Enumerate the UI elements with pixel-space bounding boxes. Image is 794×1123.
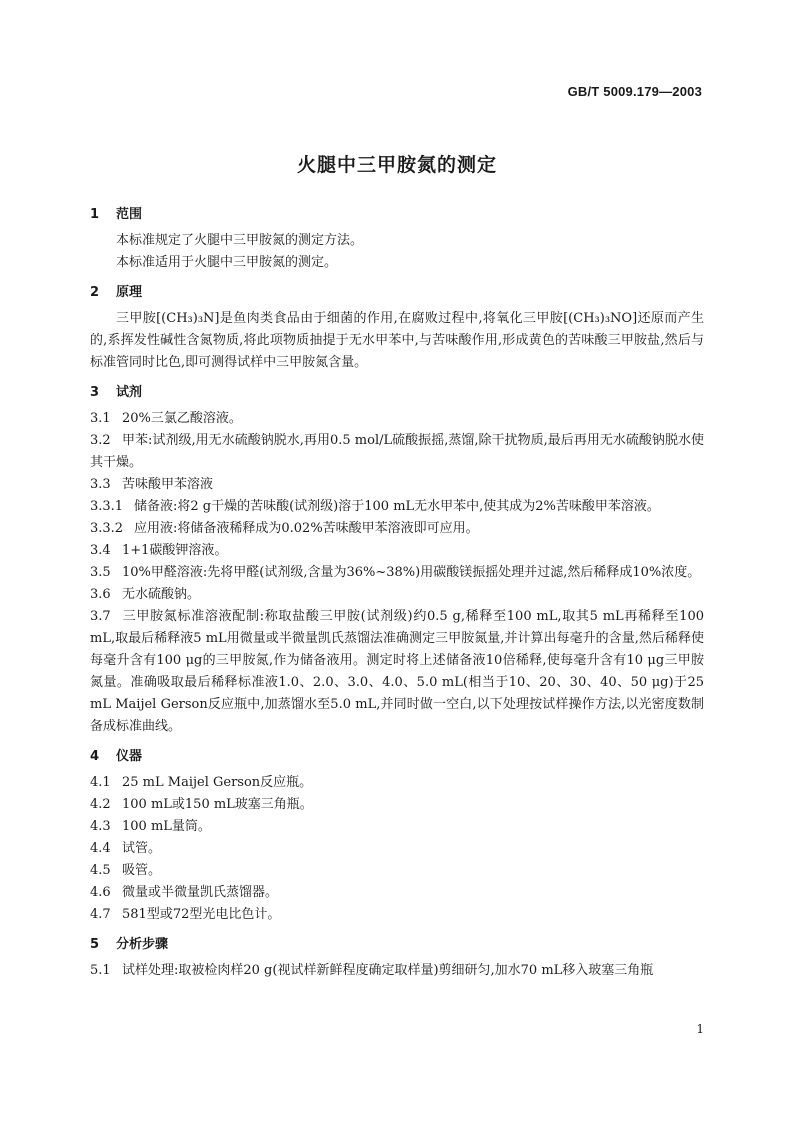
item-number: 3.1 — [90, 411, 111, 426]
section-number: 4 — [90, 749, 100, 764]
item-number: 3.7 — [90, 609, 111, 624]
item-text: 1+1碳酸钾溶液。 — [122, 543, 228, 558]
item-number: 3.5 — [90, 565, 111, 580]
item-text: 应用液:将储备液稀释成为0.02%苦味酸甲苯溶液即可应用。 — [134, 521, 479, 536]
list-item — [90, 960, 704, 982]
section-title: 试剂 — [116, 385, 143, 400]
item-number: 3.2 — [90, 433, 111, 448]
item-number: 5.1 — [90, 963, 111, 978]
section-heading-scope — [90, 204, 704, 226]
section-number: 5 — [90, 937, 100, 952]
section-title: 原理 — [116, 285, 143, 300]
item-text: 储备液:将2 g干燥的苦味酸(试剂级)溶于100 mL无水甲苯中,使其成为2%苦味酸甲苯溶液。 — [134, 499, 660, 514]
list-item — [90, 540, 704, 562]
item-number: 4.4 — [90, 841, 111, 856]
section-title: 仪器 — [116, 749, 143, 764]
section-heading-apparatus — [90, 746, 704, 768]
section-number: 1 — [90, 207, 100, 222]
item-number: 4.2 — [90, 797, 111, 812]
item-number: 4.1 — [90, 775, 111, 790]
list-item — [90, 860, 704, 882]
item-text: 微量或半微量凯氏蒸馏器。 — [122, 885, 279, 900]
list-item — [90, 496, 704, 518]
item-number: 4.3 — [90, 819, 111, 834]
list-item — [90, 518, 704, 540]
standard-code: GB/T 5009.179—2003 — [567, 84, 702, 99]
page-title: 火腿中三甲胺氮的测定 — [296, 154, 497, 176]
list-item — [90, 838, 704, 860]
item-number: 4.6 — [90, 885, 111, 900]
list-item — [90, 430, 704, 474]
item-text: 试样处理:取被检肉样20 g(视试样新鲜程度确定取样量)剪细研匀,加水70 mL移入玻塞三角瓶 — [122, 963, 654, 978]
section-heading-procedure — [90, 934, 704, 956]
paragraph: 本标准适用于火腿中三甲胺氮的测定。 — [116, 255, 338, 270]
item-text: 20%三氯乙酸溶液。 — [122, 411, 242, 426]
item-text: 581型或72型光电比色计。 — [122, 907, 281, 922]
item-text: 苦味酸甲苯溶液 — [122, 477, 214, 492]
item-text: 100 mL或150 mL玻塞三角瓶。 — [122, 797, 313, 812]
section-title: 范围 — [116, 207, 143, 222]
item-number: 4.5 — [90, 863, 111, 878]
item-text: 25 mL Maijel Gerson反应瓶。 — [122, 775, 313, 790]
item-number: 4.7 — [90, 907, 111, 922]
section-heading-principle — [90, 282, 704, 304]
list-item — [90, 562, 704, 584]
item-text: 试管。 — [122, 841, 162, 856]
list-item — [90, 904, 704, 926]
item-number: 3.3.2 — [90, 521, 124, 536]
item-number: 3.6 — [90, 587, 111, 602]
section-title: 分析步骤 — [116, 937, 169, 952]
list-item — [90, 794, 704, 816]
list-item — [90, 474, 704, 496]
list-item — [90, 584, 704, 606]
list-item — [90, 606, 704, 738]
item-text: 三甲胺氮标准溶液配制:称取盐酸三甲胺(试剂级)约0.5 g,稀释至100 mL,取其5 mL再稀释至100 mL,取最后稀释液5 mL用微量或半微量凯氏蒸馏法准确测定三甲胺氮量,并计算出每毫升的含量,然后稀释使每毫升含有100 μg的三甲胺氮,作为储备液用。测定时将上述储备液10倍稀释,使每毫升含有10 μg三甲胺氮量。准确吸取最后稀释标准液1.0、2.0、3.0、4.0、5.0 mL(相当于10、20、30、40、50 μg)于25 mL Maijel Gerson反应瓶中,加蒸馏水至5.0 mL,并同时做一空白,以下处理按试样操作方法,以光密度数制备成标准曲线。 — [90, 609, 704, 734]
item-text: 甲苯:试剂级,用无水硫酸钠脱水,再用0.5 mol/L硫酸振摇,蒸馏,除干扰物质,最后再用无水硫酸钠脱水使其干燥。 — [90, 433, 704, 470]
paragraph: 三甲胺[(CH₃)₃N]是鱼肉类食品由于细菌的作用,在腐败过程中,将氧化三甲胺[(CH₃)₃NO]还原而产生的,系挥发性碱性含氮物质,将此项物质抽提于无水甲苯中,与苦味酸作用,形成黄色的苦味酸三甲胺盐,然后与标准管同时比色,即可测得试样中三甲胺氮含量。 — [90, 311, 704, 370]
section-heading-reagents — [90, 382, 704, 404]
item-text: 吸管。 — [122, 863, 162, 878]
item-number: 3.3 — [90, 477, 111, 492]
item-number: 3.4 — [90, 543, 111, 558]
list-item — [90, 772, 704, 794]
item-number: 3.3.1 — [90, 499, 124, 514]
document-body — [90, 204, 704, 982]
list-item — [90, 408, 704, 430]
section-number: 3 — [90, 385, 100, 400]
section-number: 2 — [90, 285, 100, 300]
item-text: 100 mL量筒。 — [122, 819, 211, 834]
list-item — [90, 816, 704, 838]
item-text: 无水硫酸钠。 — [122, 587, 201, 602]
paragraph: 本标准规定了火腿中三甲胺氮的测定方法。 — [116, 233, 364, 248]
list-item — [90, 882, 704, 904]
item-text: 10%甲醛溶液:先将甲醛(试剂级,含量为36%~38%)用碳酸镁振摇处理并过滤,然后稀释成10%浓度。 — [122, 565, 701, 580]
page-number: 1 — [696, 1022, 704, 1036]
